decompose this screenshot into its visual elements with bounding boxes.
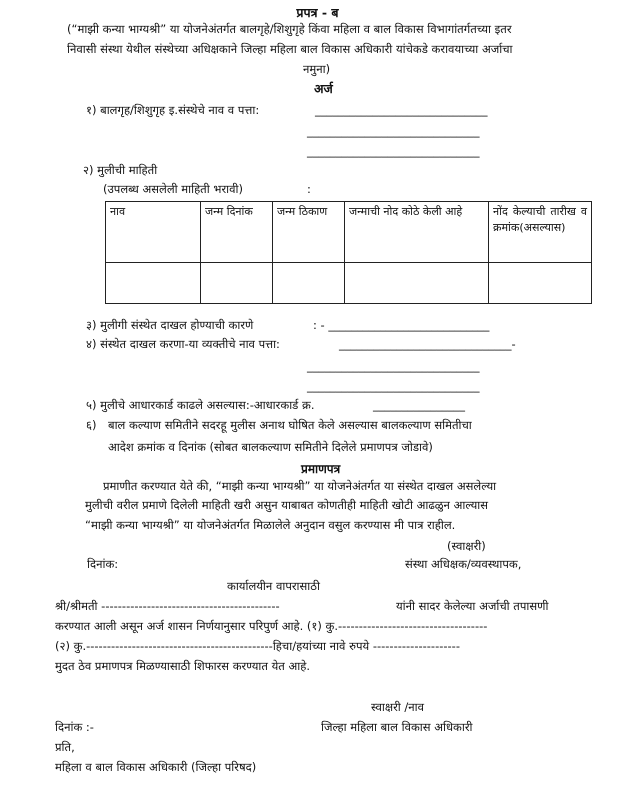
col-header-registration-date: नोंद केल्याची तारीख व क्रमांक(असल्यास) [489, 202, 592, 263]
office-use-line1-left: श्री/श्रीमती ------------------------------------------- [55, 599, 280, 613]
admitter-name-label: ४) संस्थेत दाखल करणा-या व्यक्तीचे नाव पत्ता: [86, 337, 280, 351]
form-subtitle-line1: (“माझी कन्या भाग्यश्री” या योजनेअंतर्गत बालगृहे/शिशुगृहे किंवा महिला व बाल विकास विभागांतर्गतच्या इतर [67, 22, 512, 36]
form-title: प्रपत्र - ब [296, 5, 339, 20]
certificate-line3: “माझी कन्या भाग्यश्री” या योजनेअंतर्गत मिळालेले अनुदान वसुल करण्यास मी पात्र राहील. [85, 518, 456, 532]
footer-to-label: प्रति, [55, 740, 75, 754]
table-cell[interactable] [201, 263, 273, 304]
admission-reason-line: : - ____________________________ [313, 318, 490, 332]
certificate-line2: मुलीची वरील प्रमाणे दिलेली माहिती खरी असुन याबाबत कोणतीही माहिती खोटी आढळुन आल्यास [85, 498, 489, 512]
table-cell[interactable] [106, 263, 201, 304]
form-subtitle-line2: निवासी संस्था येथील संस्थेच्या अधिक्षकाने जिल्हा महिला बाल विकास अधिकारी यांचेकडे करावयाच्या अर्जाचा [67, 42, 513, 56]
table-cell[interactable] [273, 263, 345, 304]
orphan-declaration-number: ६) [86, 418, 97, 432]
footer-signature-name: स्वाक्षरी /नाव [371, 700, 425, 714]
form-subtitle-line3: नमुना) [303, 62, 331, 76]
girl-info-table [105, 201, 592, 304]
admission-reason-label: ३) मुलीगी संस्थेत दाखल होण्याची कारणे [86, 318, 254, 332]
office-use-line3: (२) कु.---------------------------------------------हिचा/हयांच्या नावे रुपये --------------------- [55, 639, 460, 653]
aadhaar-label: ५) मुलीचे आधारकार्ड काढले असल्यास:-आधारकार्ड क्र. [86, 398, 315, 412]
office-use-line1-right: यांनी सादर केलेल्या अर्जाची तपासणी [396, 599, 549, 613]
aadhaar-line: ________________ [373, 398, 465, 412]
footer-officer: जिल्हा महिला बाल विकास अधिकारी [321, 720, 473, 734]
orphan-declaration-line1: बाल कल्याण समितीने सदरहू मुलीस अनाथ घोषित केले असल्यास बालकल्याण समितीचा [108, 418, 472, 432]
certificate-line1: प्रमाणीत करण्यात येते की, “माझी कन्या भाग्यश्री” या योजनेअंतर्गत या संस्थेत दाखल असलेल्या [103, 479, 497, 493]
table-cell[interactable] [489, 263, 592, 304]
certificate-heading: प्रमाणपत्र [301, 462, 341, 476]
admitter-name-line1: ______________________________- [339, 337, 516, 351]
office-use-heading: कार्यालयीन वापरासाठी [227, 579, 320, 593]
table-row [106, 263, 592, 304]
certificate-signature-label: (स्वाक्षरी) [447, 539, 486, 553]
footer-recipient: महिला व बाल विकास अधिकारी (जिल्हा परिषद) [55, 760, 257, 774]
col-header-birth-place: जन्म ठिकाण [273, 202, 345, 263]
col-header-name: नाव [106, 202, 201, 263]
girl-info-label: २) मुलीची माहिती [83, 163, 158, 177]
girl-info-note: (उपलब्ध असलेली माहिती भरावी) [103, 182, 243, 196]
col-header-birth-date: जन्म दिनांक [201, 202, 273, 263]
application-heading: अर्ज [314, 81, 333, 96]
admitter-name-line2: ______________________________ [307, 359, 480, 373]
office-use-line2: करण्यात आली असून अर्ज शासन निर्णयानुसार परिपुर्ण आहे. (१) कु.------------------------------------ [55, 619, 488, 633]
footer-date-label: दिनांक :- [55, 720, 94, 734]
orphan-declaration-line2: आदेश क्रमांक व दिनांक (सोबत बालकल्याण समितीने दिलेले प्रमाणपत्र जोडावे) [108, 440, 433, 454]
certificate-signatory: संस्था अधिक्षक/व्यवस्थापक, [405, 557, 522, 571]
certificate-date-label: दिनांक: [87, 557, 119, 571]
girl-info-colon: : [307, 182, 311, 196]
institution-name-line3: ______________________________ [307, 144, 480, 158]
institution-name-line2: ______________________________ [307, 124, 480, 138]
institution-name-line1: ______________________________ [315, 103, 488, 117]
col-header-birth-registration: जन्माची नोद कोठे केली आहे [345, 202, 489, 263]
institution-name-label: १) बालगृह/शिशुगृह इ.संस्थेचे नाव व पत्ता: [86, 103, 260, 117]
table-header-row [106, 202, 592, 263]
admitter-name-line3: ______________________________ [307, 379, 480, 393]
office-use-line4: मुदत ठेव प्रमाणपत्र मिळण्यासाठी शिफारस करण्यात येत आहे. [55, 659, 310, 673]
table-cell[interactable] [345, 263, 489, 304]
